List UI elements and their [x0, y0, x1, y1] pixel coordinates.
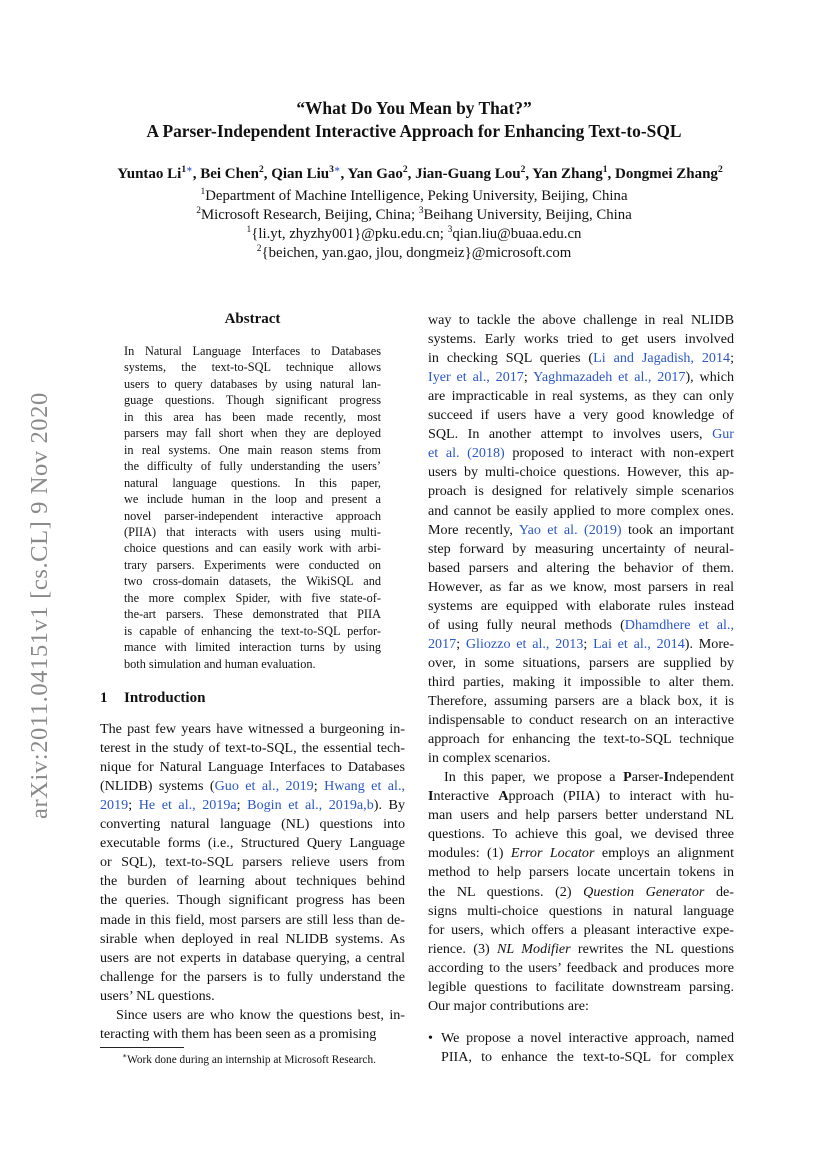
author-name: Yan Zhang — [532, 166, 603, 182]
text-run: pproach (PIIA) to interact with hu- — [508, 788, 734, 805]
author-name: Jian-Guang Lou — [415, 166, 521, 182]
text-run: third parties, making it impossible to alter them. — [428, 673, 734, 690]
text-line — [428, 883, 734, 902]
text-run: man users and help parsers better understand NL — [428, 807, 734, 824]
email-text: {beichen, yan.gao, jlou, dongmeiz}@microsoft.com — [261, 244, 572, 261]
email-line-2 — [80, 244, 748, 262]
text-line — [100, 796, 405, 815]
text-run: took an important — [621, 521, 734, 538]
abstract-line: two cross-domain datasets, the WikiSQL and — [124, 574, 381, 589]
citation-link[interactable]: et al. (2018) — [428, 445, 505, 462]
text-run: and cannot be easily applied to more complex ones. — [428, 502, 734, 519]
text-line — [428, 997, 734, 1016]
abstract-line: trary parsers. Experiments were conducted on — [124, 557, 381, 572]
text-line — [428, 673, 734, 692]
text-run: Therefore, assuming parsers are a black box, it is — [428, 693, 734, 709]
text-run: questions. To achieve this goal, we devised three — [428, 826, 734, 843]
text-run: signs multi-choice questions in natural language — [428, 902, 734, 919]
affiliation-text: Microsoft Research, Beijing, China; — [200, 206, 419, 223]
text-run: We propose a novel interactive approach, named — [441, 1030, 734, 1046]
text-run: employs an alignment — [594, 845, 735, 862]
text-line — [428, 940, 734, 959]
text-run: teracting with them has been seen as a promising — [100, 1025, 377, 1042]
text-line — [428, 787, 734, 806]
affiliation-marker: 1 — [246, 225, 252, 235]
citation-link[interactable]: Lai et al., 2014 — [593, 635, 685, 652]
abstract-line: we include human in the loop and present a — [124, 492, 381, 507]
author-affiliation-marker: 3 — [329, 165, 334, 175]
module-name: NL Modifier — [497, 940, 571, 957]
text-run: users are not experts in database querying, a central — [100, 949, 405, 966]
text-line — [100, 968, 405, 987]
affiliation-text: Department of Machine Intelligence, Peking University, Beijing, China — [205, 187, 628, 204]
text-line — [100, 891, 405, 910]
text-run: of using fully neural methods ( — [428, 616, 625, 633]
text-run: method to help parsers locate uncertain tokens in — [428, 864, 734, 881]
text-run: de- — [704, 883, 735, 900]
text-line — [441, 1029, 734, 1048]
text-line — [428, 978, 734, 997]
text-line — [428, 406, 734, 425]
abstract-line: (PIIA) that interacts with users using multi- — [124, 524, 381, 539]
author-affiliation-marker: 2 — [402, 165, 408, 175]
citation-link[interactable]: Bogin et al., 2019a,b — [247, 797, 374, 814]
affiliation-marker: 2 — [256, 244, 262, 254]
abstract-line: both simulation and human evaluation. — [124, 656, 316, 671]
author-separator: , — [407, 166, 416, 182]
bold-initial: P — [623, 769, 632, 786]
text-run: made in this field, most parsers are still less than de- — [100, 911, 405, 928]
abstract-line: mance with limited interaction turns by using — [124, 640, 381, 655]
text-line — [428, 921, 734, 940]
author-affiliation-marker: 1 — [602, 165, 608, 175]
text-line — [116, 1006, 405, 1025]
abstract-line: in real systems. One main reason stems from — [124, 442, 381, 457]
text-run: The past few years have witnessed a burgeoning in- — [100, 721, 405, 737]
paper-title-line-2: A Parser-Independent Interactive Approach for Enhancing Text-to-SQL — [146, 121, 682, 141]
text-run: based parsers and altering the behavior of them. — [428, 559, 734, 576]
text-line — [100, 758, 405, 777]
text-run: over, in some situations, parsers are supplied by — [428, 654, 734, 671]
text-run: systems are equipped with elaborate rules instead — [428, 597, 734, 614]
text-run: challenge for the parsers is to fully understand the — [100, 968, 405, 985]
text-line — [428, 578, 734, 597]
text-run: ; — [583, 635, 594, 652]
text-line — [100, 853, 405, 872]
author-name: Yan Gao — [347, 166, 403, 182]
bold-initial: I — [663, 769, 670, 786]
text-line — [100, 930, 405, 949]
abstract-line: In Natural Language Interfaces to Databases — [124, 344, 381, 358]
text-run: approach for enhancing the text-to-SQL technique — [428, 731, 734, 748]
text-run: the NL questions. (2) — [428, 883, 584, 900]
text-line — [428, 444, 734, 463]
abstract-line: the difficulty of fully understanding the users’ — [124, 459, 381, 474]
text-run: converting natural language (NL) questions into — [100, 816, 405, 833]
affiliation-line-2 — [80, 206, 748, 224]
text-run: way to tackle the above challenge in real NLIDB — [428, 312, 734, 328]
text-run: or SQL), text-to-SQL parsers relieve users from — [100, 854, 405, 871]
text-line — [100, 777, 405, 796]
author-name: Yuntao Li — [117, 166, 182, 182]
text-line — [100, 1025, 405, 1044]
author-separator: , — [340, 166, 348, 182]
text-line — [428, 368, 734, 387]
footnote-marker: ∗ — [122, 1051, 128, 1060]
text-run: in checking SQL queries ( — [428, 350, 594, 367]
citation-link[interactable]: 2017 — [428, 635, 457, 652]
section-title: Introduction — [124, 690, 206, 706]
text-line — [428, 806, 734, 825]
affiliation-marker: 3 — [418, 206, 424, 216]
text-line — [444, 768, 734, 787]
text-line — [428, 844, 734, 863]
citation-link[interactable]: Guo et al., 2019 — [214, 778, 314, 795]
abstract-line: choice questions and can easily work with arbi- — [124, 541, 381, 556]
text-line — [428, 502, 734, 521]
text-run: ; — [730, 350, 734, 367]
text-line — [428, 597, 734, 616]
paper-title-line-1: “What Do You Mean by That?” — [296, 98, 532, 118]
author-separator: , — [263, 166, 272, 182]
affiliation-line-1 — [80, 187, 748, 205]
text-line — [100, 987, 405, 1006]
email-text: qian.liu@buaa.edu.cn — [452, 225, 582, 242]
text-run: indispensable to conduct research on an interactive — [428, 712, 734, 729]
text-run: according to the users’ feedback and produces more — [428, 959, 734, 976]
text-line — [100, 872, 405, 891]
author-separator: , — [525, 166, 533, 182]
text-line — [428, 711, 734, 730]
text-line — [100, 815, 405, 834]
text-run: proach is designed for relatively simple scenarios — [428, 483, 734, 500]
text-line — [428, 635, 734, 654]
text-run: in complex scenarios. — [428, 750, 551, 767]
email-line-1 — [80, 225, 748, 243]
text-run: terest in the study of text-to-SQL, the essential tech- — [100, 740, 405, 757]
text-run: ; — [523, 369, 534, 386]
text-line — [428, 616, 734, 635]
text-line — [100, 911, 405, 930]
abstract-line: novel parser-independent interactive approach — [124, 508, 381, 523]
citation-link[interactable]: Gur — [712, 426, 734, 443]
citation-link[interactable]: He et al., 2019a — [138, 797, 237, 814]
section-heading-introduction — [100, 690, 405, 707]
text-line — [428, 749, 734, 768]
affiliation-text: Beihang University, Beijing, China — [423, 206, 632, 223]
text-run: sirable when deployed in real NLIDB systems. As — [100, 930, 405, 947]
text-run: executable forms (i.e., Structured Query Language — [100, 835, 405, 852]
text-run: ; — [313, 778, 325, 795]
abstract-line: the-art parsers. These demonstrated that PIIA — [124, 607, 381, 622]
text-run: arser- — [631, 769, 664, 786]
affiliation-marker: 3 — [447, 225, 453, 235]
abstract-line: systems, the text-to-SQL technique allows — [124, 360, 381, 375]
text-line — [428, 349, 734, 368]
author-name: Bei Chen — [200, 166, 259, 182]
text-line — [428, 521, 734, 540]
abstract-line: the more complex Spider, with five state-of- — [124, 590, 381, 605]
abstract-line: in this area has been made recently, most — [124, 409, 381, 424]
affiliation-marker: 1 — [200, 187, 206, 197]
abstract-line: parsers may fall short when they are deployed — [124, 426, 381, 441]
citation-link[interactable]: Yaghmazadeh et al., 2017 — [533, 369, 686, 386]
text-run: nique for Natural Language Interfaces to Databases — [100, 759, 405, 776]
text-run: are impracticable in real systems, as they can only — [428, 388, 734, 405]
text-line — [428, 425, 734, 444]
footnote-star-link[interactable]: ∗ — [333, 165, 341, 175]
text-line — [428, 540, 734, 559]
text-run: In this paper, we propose a — [444, 769, 624, 786]
text-run: for users, which offers a pleasant interactive expe- — [428, 921, 734, 938]
author-name: Dongmei Zhang — [615, 166, 718, 182]
text-line — [428, 463, 734, 482]
author-name: Qian Liu — [271, 166, 330, 182]
citation-link[interactable]: Yao et al. (2019) — [518, 521, 622, 538]
author-separator: , — [607, 166, 615, 182]
text-run: More recently, — [428, 521, 519, 538]
footnote-text: Work done during an internship at Microsoft Research. — [127, 1053, 376, 1066]
text-line — [428, 730, 734, 749]
text-run: users by multi-choice questions. However, this ap- — [428, 464, 734, 481]
text-line — [100, 834, 405, 853]
text-run: SQL. In another attempt to involves users, — [428, 426, 713, 443]
footnote — [122, 1048, 412, 1068]
author-separator: , — [192, 166, 201, 182]
author-affiliation-marker: 2 — [717, 165, 723, 175]
text-run: (NLIDB) systems ( — [100, 778, 215, 795]
text-run: succeed if users have a very good knowledge of — [428, 407, 734, 424]
author-affiliation-marker: 1 — [181, 165, 187, 175]
text-line — [100, 720, 405, 739]
text-run: the burden of learning about techniques behind — [100, 873, 405, 890]
citation-link[interactable]: Gliozzo et al., 2013 — [465, 635, 584, 652]
author-list — [70, 164, 770, 183]
text-run: nteractive — [433, 788, 499, 805]
text-run: Since users are who know the questions best, in- — [116, 1006, 405, 1023]
author-affiliation-marker: 2 — [258, 165, 264, 175]
text-run: rience. (3) — [428, 940, 497, 957]
citation-link[interactable]: Iyer et al., 2017 — [428, 369, 524, 386]
text-line — [428, 311, 734, 330]
text-run: ; — [236, 797, 248, 814]
text-run: ). More- — [684, 635, 734, 652]
text-line — [428, 482, 734, 501]
bold-initial: A — [498, 788, 509, 805]
module-name: Error Locator — [510, 845, 595, 862]
text-line — [428, 863, 734, 882]
text-run: However, as far as we know, most parsers in real — [428, 578, 734, 595]
abstract-line: is capable of enhancing the text-to-SQL perfor- — [124, 623, 381, 638]
citation-link[interactable]: Li and Jagadish, 2014 — [593, 350, 731, 367]
citation-link[interactable]: Hwang et al., — [324, 778, 405, 795]
email-text: {li.yt, zhyzhy001}@pku.edu.cn; — [251, 225, 448, 242]
text-run: legible questions to facilitate downstream parsing. — [428, 978, 734, 995]
citation-link[interactable]: 2019 — [100, 797, 129, 814]
citation-link[interactable]: Dhamdhere et al., — [624, 616, 734, 633]
text-line — [428, 959, 734, 978]
text-run: users’ NL questions. — [100, 987, 215, 1004]
text-run: ; — [456, 635, 466, 652]
text-run: ndependent — [669, 769, 734, 786]
text-run: rewrites the NL questions — [570, 940, 734, 957]
text-line — [428, 654, 734, 673]
abstract-line: natural language questions. In this paper, — [124, 475, 381, 490]
text-run: ). By — [373, 797, 405, 814]
text-run: PIIA, to enhance the text-to-SQL for complex — [441, 1049, 734, 1066]
text-run: modules: (1) — [428, 845, 511, 862]
bold-initial: I — [428, 788, 434, 805]
arxiv-identifier: arXiv:2011.04151v1 [cs.CL] 9 Nov 2020 — [26, 392, 53, 820]
text-line — [428, 902, 734, 921]
bullet-marker: • — [428, 1030, 433, 1046]
text-line — [428, 559, 734, 578]
footnote-star-link[interactable]: ∗ — [186, 165, 193, 175]
text-run: Our major contributions are: — [428, 997, 589, 1014]
text-line — [441, 1048, 734, 1067]
text-run: ), which — [685, 369, 735, 386]
text-line — [428, 330, 734, 349]
text-run: ; — [128, 797, 139, 814]
text-line — [428, 692, 734, 711]
text-run: step forward by measuring uncertainty of neural- — [428, 540, 734, 557]
text-run: systems. Early works tried to get users involved — [428, 331, 734, 348]
text-run: the queries. Though significant progress has been — [100, 892, 405, 909]
text-line — [428, 825, 734, 844]
text-line — [100, 739, 405, 758]
section-number: 1 — [100, 690, 108, 706]
abstract-heading: Abstract — [224, 311, 281, 327]
abstract-line: users to query databases by using natural lan- — [124, 376, 381, 391]
text-line — [428, 387, 734, 406]
module-name: Question Generator — [583, 883, 705, 900]
abstract-line: guage questions. Though significant progress — [124, 393, 381, 408]
affiliation-marker: 2 — [196, 206, 201, 216]
text-line — [100, 949, 405, 968]
author-affiliation-marker: 2 — [520, 165, 526, 175]
text-run: proposed to interact with non-expert — [504, 445, 734, 462]
